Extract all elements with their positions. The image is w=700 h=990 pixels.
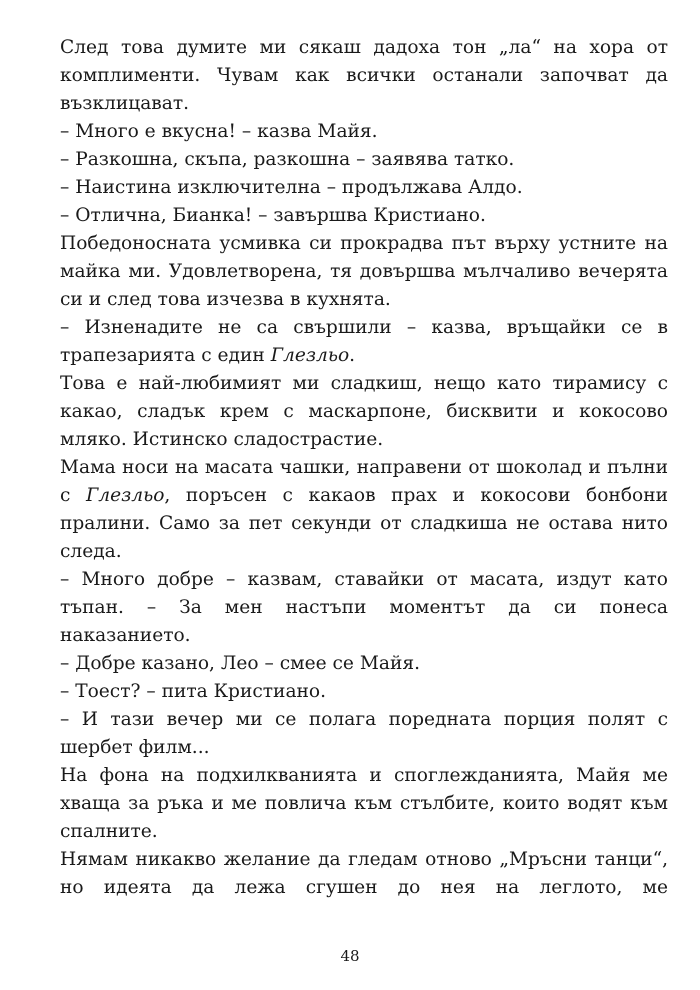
paragraph [60,454,668,566]
text-run: – Разкошна, скъпа, разкошна – заявява татко. [60,149,515,170]
text-run: – Наистина изключителна – продължава Алдо. [60,177,523,198]
paragraph [60,174,668,202]
text-run: Мама носи на масата чашки, направени от шоколад и пълни с [60,457,668,506]
paragraph [60,678,668,706]
text-run: – Много е вкусна! – казва Майя. [60,121,378,142]
paragraph [60,566,668,650]
text-run: Победоносната усмивка си прокрадва път върху устните на майка ми. Удовлетворена, тя довършва мълчаливо вечерята си и след това изчезва в кухнята. [60,233,668,310]
paragraph [60,846,668,902]
page-number: 48 [340,947,360,965]
paragraph [60,370,668,454]
paragraph [60,314,668,370]
text-run: – Много добре – казвам, ставайки от масата, издут като тъпан. – За мен настъпи моментът да си понеса наказанието. [60,569,668,646]
text-run: . [349,345,356,366]
text-run: – Отлична, Бианка! – завършва Кристиано. [60,205,486,226]
text-run: – И тази вечер ми се полага поредната порция полят с шербет филм... [60,709,668,758]
text-run: Това е най-любимият ми сладкиш, нещо като тирамису с какао, сладък крем с маскарпоне, бисквити и кокосово мляко. Истинско сладострастие. [60,373,668,450]
text-run: – Тоест? – пита Кристиано. [60,681,327,702]
paragraph [60,762,668,846]
text-run: На фона на подхилкванията и споглежданията, Майя ме хваща за ръка и ме повлича към стълбите, които водят към спалните. [60,765,668,842]
text-run: След това думите ми сякаш дадоха тон „ла“ на хора от комплименти. Чувам как всички останали започват да възклицават. [60,37,668,114]
text-run: – Изненадите не са свършили – казва, връщайки се в трапезарията с един [60,317,668,366]
paragraph [60,146,668,174]
italic-title: Глезльо [270,345,350,366]
paragraph [60,706,668,762]
paragraph [60,34,668,118]
text-run: Нямам никакво желание да гледам отново „Мръсни танци“, но идеята да лежа сгушен до нея на леглото, ме [60,849,668,898]
paragraph [60,118,668,146]
text-run: , поръсен с какаов прах и кокосови бонбони пралини. Само за пет секунди от сладкиша не остава нито следа. [60,485,668,562]
paragraph [60,230,668,314]
italic-title: Глезльо [85,485,165,506]
text-run: – Добре казано, Лео – смее се Майя. [60,653,420,674]
body-text [60,34,668,902]
paragraph [60,650,668,678]
paragraph [60,202,668,230]
